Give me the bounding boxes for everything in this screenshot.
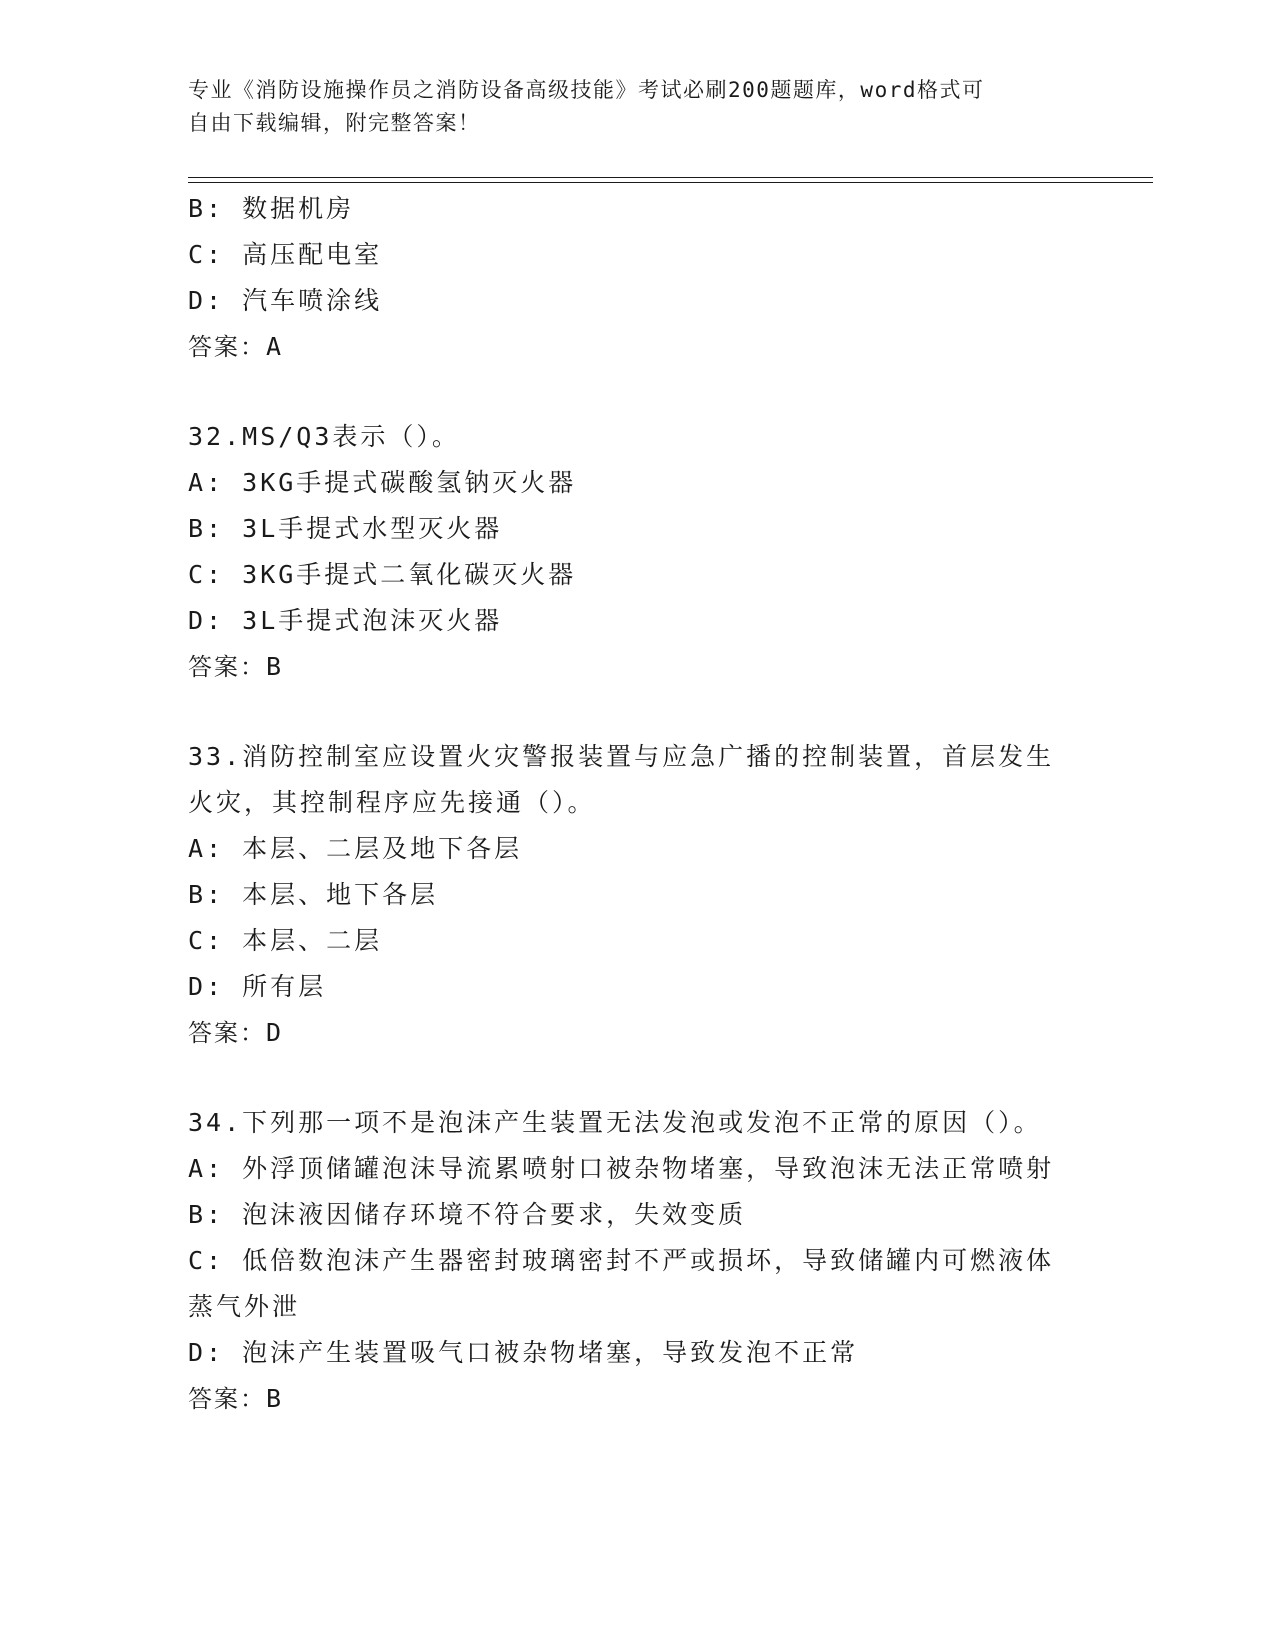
option-a: A: 本层、二层及地下各层: [188, 834, 523, 863]
question-32: [188, 414, 1078, 690]
answer: [188, 1376, 1078, 1422]
answer-label: 答案：: [188, 653, 266, 681]
question-stem-line-1: 33.消防控制室应设置火灾警报装置与应急广播的控制装置，首层发生: [188, 742, 1055, 771]
question-stem: 34.下列那一项不是泡沫产生装置无法发泡或发泡不正常的原因（）。: [188, 1108, 1042, 1137]
header-line-1: 专业《消防设施操作员之消防设备高级技能》考试必刷200题题库，word格式可: [188, 78, 985, 102]
header-line-2: 自由下载编辑，附完整答案！: [188, 111, 481, 135]
answer-label: 答案：: [188, 1385, 266, 1413]
document-header: [188, 74, 1088, 140]
spacer: [188, 1056, 1078, 1100]
header-divider-top: [188, 177, 1153, 178]
option-b: B: 泡沫液因储存环境不符合要求，失效变质: [188, 1200, 747, 1229]
option-c: C: 本层、二层: [188, 926, 383, 955]
question-stem: 32.MS/Q3表示（）。: [188, 422, 460, 451]
option-c-line-2: 蒸气外泄: [188, 1292, 301, 1321]
answer: [188, 1010, 1078, 1056]
spacer: [188, 690, 1078, 734]
answer-value: D: [266, 1018, 283, 1047]
option-d: D: 泡沫产生装置吸气口被杂物堵塞，导致发泡不正常: [188, 1338, 859, 1367]
option-a: A: 3KG手提式碳酸氢钠灭火器: [188, 468, 577, 497]
question-33: [188, 734, 1078, 1056]
option-b: B: 3L手提式水型灭火器: [188, 514, 503, 543]
answer: [188, 644, 1078, 690]
option-d: D: 所有层: [188, 972, 327, 1001]
question-stem-line-2: 火灾，其控制程序应先接通（）。: [188, 788, 596, 817]
answer: [188, 324, 1078, 370]
question-34: [188, 1100, 1078, 1422]
option-c: C: 3KG手提式二氧化碳灭火器: [188, 560, 577, 589]
spacer: [188, 370, 1078, 414]
answer-value: B: [266, 1384, 283, 1413]
answer-label: 答案：: [188, 333, 266, 361]
option-c: C: 高压配电室: [188, 240, 383, 269]
option-a: A: 外浮顶储罐泡沫导流累喷射口被杂物堵塞，导致泡沫无法正常喷射: [188, 1154, 1055, 1183]
option-c-line-1: C: 低倍数泡沫产生器密封玻璃密封不严或损坏，导致储罐内可燃液体: [188, 1246, 1055, 1275]
option-d: D: 3L手提式泡沫灭火器: [188, 606, 503, 635]
option-b: B: 本层、地下各层: [188, 880, 439, 909]
question-content: [188, 186, 1078, 1422]
continued-question: [188, 186, 1078, 370]
answer-value: B: [266, 652, 283, 681]
header-divider-bottom: [188, 182, 1153, 183]
answer-value: A: [266, 332, 283, 361]
answer-label: 答案：: [188, 1019, 266, 1047]
option-b: B: 数据机房: [188, 194, 355, 223]
option-d: D: 汽车喷涂线: [188, 286, 383, 315]
